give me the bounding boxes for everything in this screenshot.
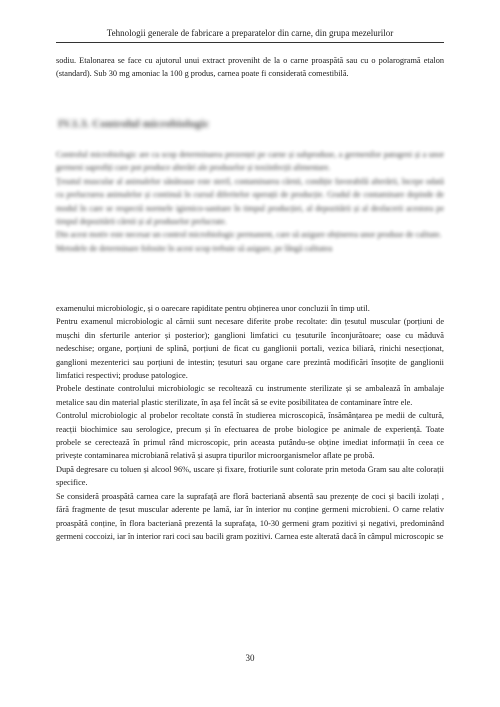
header-divider	[56, 42, 444, 43]
paragraph-text: sodiu. Etalonarea se face cu ajutorul unui extract proveniht de la o carne proaspătă sau cu o polarogramă etalon (standard). Sub 30 mg amoniac la 100 g produs, carnea poate fi considerată comestibilă.	[56, 56, 444, 79]
running-header: Tehnologii generale de fabricare a preparatelor din carne, din grupa mezelurilor	[106, 28, 394, 38]
page-number: 30	[245, 653, 255, 663]
paragraph: După degresare cu toluen și alcool 96%, uscare și fixare, frotiurile sunt colorate prin metoda Gram sau alte colorații specifice.	[56, 464, 444, 488]
blurred-section	[56, 148, 444, 255]
paragraph: Controlul microbiologic al probelor recoltate constă în studierea microscopică, însămânțarea pe medii de cultură, reacții biochimice sau serologice, precum și în efectuarea de probe biologice pe animale de experiență. Toate probele se cerectează în primul rând microscopic, prin aceasta putându-se obține imediat informații în ceea ce privește contaminarea microbiană relativă și asupra tipurilor microorganismelor aflate pe probă.	[56, 411, 444, 461]
paragraph: Pentru examenul microbiologic al cărnii sunt necesare diferite probe recoltate: din țesutul muscular (porțiuni de mușchi din sferturile anterior și posterior); ganglioni limfatici cu țesuturile înconjurătoare; oase cu măduvă nedeschise; organe, porțiuni de splină, porțiuni de ficat cu ganglionii portali, vezica biliară, rinichi nesecționat, ganglioni mezenterici sau porțiuni de intestin; țesuturi sau organe care prezintă modificări însoțite de ganglionii limfatici respectivi; produse patologice.	[56, 317, 444, 381]
section-heading: IV.1.3. Controlul microbiologic	[58, 118, 210, 130]
blurred-paragraph: Metodele de determinare folosite în acest scop trebuie să asigure, pe lângă calitatea	[56, 243, 333, 253]
intro-paragraph	[56, 54, 444, 81]
paragraph: Se consideră proaspătă carnea care la suprafață are floră bacteriană absentă sau prezențe de coci și bacili izolați , fără fragmente de țesut muscular aderente pe lamă, iar în interior nu conține germeni microbieni. O carne relativ proaspătă conține, în flora bacteriană prezentă la suprafața, 10-30 germeni gram pozitivi și negativi, predominând germeni coccoizi, iar în interior rari coci sau bacili gram pozitivi. Carnea este alterată dacă în câmpul microscopic se	[56, 491, 444, 541]
blurred-paragraph: Din acest motiv este necesar un control microbiologic permanent, care să asigure obținerea unor produse de calitate.	[56, 230, 442, 240]
blurred-paragraph: Țesutul muscular al animalelor sănătoase este steril, contaminarea cărnii, condiție favorabilă alterării, începe odată cu prelucrarea animalelor și continuă în cursul diferitelor operații de producție. Gradul de contaminare depinde de modul în care se respectă normele igienico-sanitare în timpul producției, al depozitării și al desfacerii acestora pe timpul depozitării cărnii și al produselor prelucrate.	[56, 176, 444, 227]
paragraph: examenului microbiologic, și o oarecare rapiditate pentru obținerea unor concluzii în timp util.	[56, 304, 370, 313]
main-text	[56, 302, 444, 543]
paragraph: Probele destinate controlului microbiologic se recoltează cu instrumente sterilizate și se ambalează în ambalaje metalice sau din material plastic sterilizate, în așa fel încât să se evite posibilitatea de contaminare între ele.	[56, 384, 444, 407]
blurred-paragraph: Controlul microbiologic are ca scop determinarea prezenței pe carne și subproduse, a germenilor patogeni și a unor germeni saprofiți care pot produce alterări ale produselor și toxiinfecții alimentare.	[56, 150, 444, 173]
